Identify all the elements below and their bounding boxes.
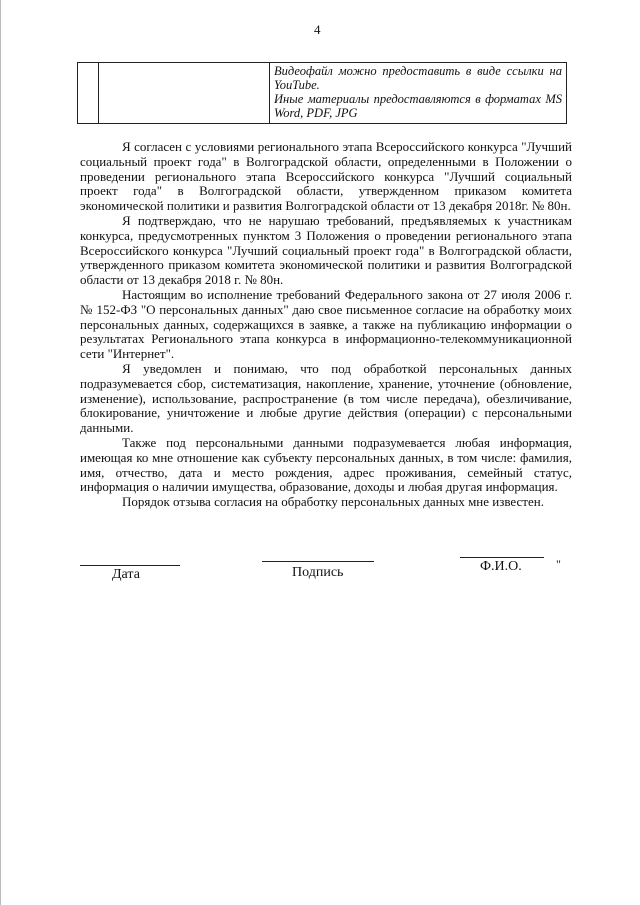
scan-edge [0,0,6,905]
paragraph-data-definition: Также под персональными данными подразумевается любая информация, имеющая ко мне отношение как субъекту персональных данных, в том числе: фамилия, имя, отчество, дата и место рождения, адрес проживания, семейный статус, информация о наличии имущества, образование, доходы и любая другая информация. [80,434,572,495]
date-line [80,565,180,566]
signature-line [262,561,374,562]
signature-block [0,555,640,595]
table-cell-requirements [270,63,567,124]
continuation-table [77,62,567,124]
fio-label: Ф.И.О. [480,559,522,574]
requirement-video: Видеофайл можно предоставить в виде ссылки на YouTube. [274,64,562,92]
fio-line [460,557,544,558]
consent-text [80,140,572,510]
paragraph-agreement: Я согласен с условиями регионального этапа Всероссийского конкурса "Лучший социальный проект года" в Волгоградской области, определенными в Положении о проведении регионального этапа Всероссийского конкурса "Лучший социальный проект года" в Волгоградской области, утвержденном приказом комитета экономической политики и развития Волгоградской области от 13 декабря 2018г. № 80н. [80,139,572,214]
requirement-formats: Иные материалы предоставляются в форматах MS Word, PDF, JPG [274,92,562,120]
table-cell-name [99,63,270,124]
paragraph-processing-definition: Я уведомлен и понимаю, что под обработкой персональных данных подразумевается сбор, систематизация, накопление, хранение, уточнение (обновление, изменение), использование, распространение (в том числе передача), обезличивание, блокирование, уничтожение и любые другие действия (операции) с персональными данными. [80,360,572,436]
paragraph-revocation: Порядок отзыва согласия на обработку персональных данных мне известен. [122,494,544,510]
table-cell-number [78,63,99,124]
date-label: Дата [112,567,140,582]
signature-label: Подпись [292,565,344,580]
page-number: 4 [314,22,321,37]
table-row [78,63,567,124]
paragraph-confirmation: Я подтверждаю, что не нарушаю требований, предъявляемых к участникам конкурса, предусмотренных пунктом 3 Положения о проведении регионального этапа Всероссийского конкурса "Лучший социальный проект года" в Волгоградской области, утвержденного приказом комитета экономической политики и развития Волгоградской области от 13 декабря 2018 г. № 80н. [80,212,572,288]
quote-mark: " [556,557,561,571]
paragraph-personal-data-consent: Настоящим во исполнение требований Федерального закона от 27 июля 2006 г. № 152-ФЗ "О персональных данных" даю свое письменное согласие на обработку моих персональных данных, содержащихся в заявке, а также на публикацию информации о результатах Регионального этапа конкурса в информационно-телекоммуникационной сети "Интернет". [80,286,572,362]
